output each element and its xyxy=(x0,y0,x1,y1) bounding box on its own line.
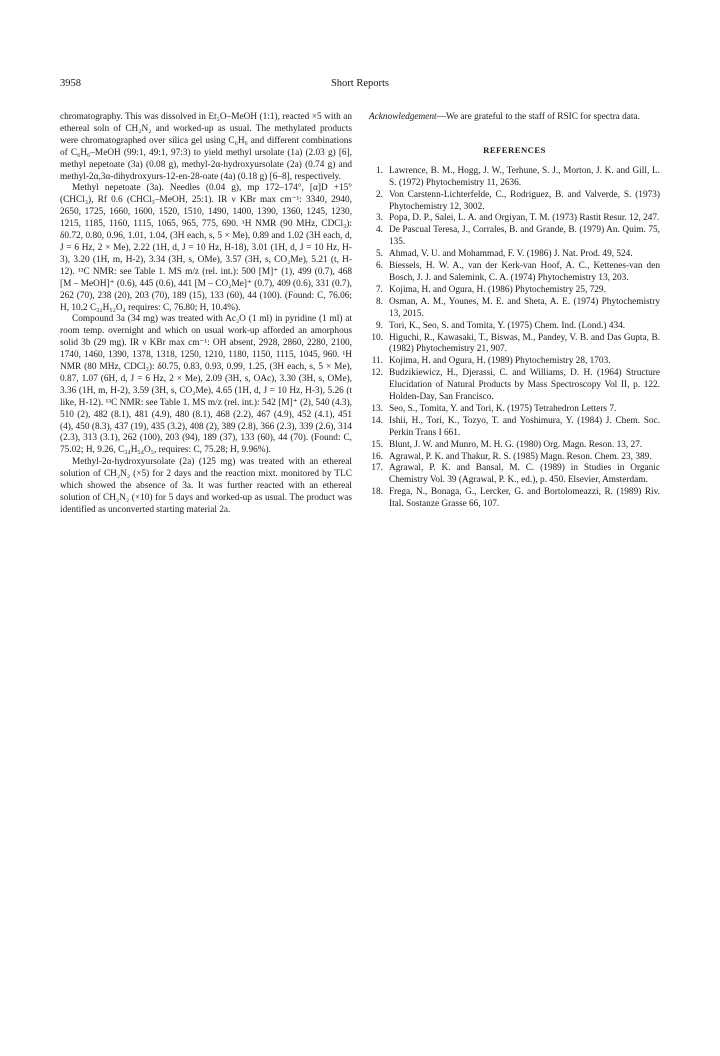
page-header xyxy=(60,78,660,92)
reference-number: 11. xyxy=(371,356,383,367)
reference-item xyxy=(369,166,660,190)
reference-text: Tori, K., Seo, S. and Tomita, Y. (1975) Chem. Ind. (Lond.) 434. xyxy=(389,320,626,331)
reference-number: 14. xyxy=(371,415,383,426)
reference-text: Kojima, H. and Ogura, H. (1986) Phytochemistry 25, 729. xyxy=(389,284,606,295)
reference-number: 18. xyxy=(371,487,383,498)
reference-text: De Pascual Teresa, J., Corrales, B. and Grande, B. (1979) An. Quim. 75, 135. xyxy=(389,225,660,248)
reference-text: Frega, N., Bonaga, G., Lercker, G. and Bortolomeazzi, R. (1989) Riv. Ital. Sostanze Grasse 66, 107. xyxy=(389,487,660,510)
reference-text: Von Carstenn-Lichterfelde, C., Rodriguez, B. and Valverde, S. (1973) Phytochemistry 12, 3002. xyxy=(389,189,660,212)
reference-number: 6. xyxy=(376,261,383,272)
reference-text: Seo, S., Tomita, Y. and Tori, K. (1975) Tetrahedron Letters 7. xyxy=(389,403,617,414)
reference-number: 7. xyxy=(376,284,383,295)
reference-number: 12. xyxy=(371,368,383,379)
reference-text: Lawrence, B. M., Hogg, J. W., Terhune, S. J., Morton, J. K. and Gill, L. S. (1972) Phytochemistry 11, 2636. xyxy=(389,165,660,188)
paragraph-chromatography: chromatography. This was dissolved in Et₂O–MeOH (1:1), reacted ×5 with an ethereal soln of CH₂N₂ and worked-up as usual. The methylated products were chromatographed over silica gel using C₆H₆ and different combinations of C₆H₆–MeOH (99:1, 49:1, 97:3) to yield methyl ursolate (1a) (2.03 g) [6], methyl nepetoate (3a) (0.08 g), methyl-2α-hydroxyursolate (2a) (0.74 g) and methyl-2α,3α-dihydroxyurs-12-en-28-oate (4a) (0.18 g) [6–8], respectively. xyxy=(60,112,352,182)
reference-item xyxy=(369,190,660,214)
reference-item xyxy=(369,261,660,285)
reference-number: 8. xyxy=(376,296,383,307)
reference-text: Agrawal, P. K. and Bansal, M. C. (1989) in Studies in Organic Chemistry Vol. 39 (Agrawal, P. K., ed.), p. 450. Elsevier, Amsterdam. xyxy=(389,463,660,486)
reference-number: 15. xyxy=(371,439,383,450)
reference-number: 13. xyxy=(371,403,383,414)
reference-number: 17. xyxy=(371,463,383,474)
reference-text: Blunt, J. W. and Munro, M. H. G. (1980) Org. Magn. Reson. 13, 27. xyxy=(389,439,643,450)
reference-text: Agrawal, P. K. and Thakur, R. S. (1985) Magn. Reson. Chem. 23, 389. xyxy=(389,451,652,462)
reference-item xyxy=(369,356,660,368)
reference-item xyxy=(369,487,660,511)
right-column xyxy=(369,112,660,511)
reference-number: 4. xyxy=(376,225,383,236)
reference-item xyxy=(369,321,660,333)
reference-number: 10. xyxy=(371,332,383,343)
reference-item xyxy=(369,285,660,297)
reference-number: 2. xyxy=(376,189,383,200)
reference-item xyxy=(369,249,660,261)
running-title: Short Reports xyxy=(330,78,390,89)
reference-number: 9. xyxy=(376,320,383,331)
paragraph-hydroxyursolate: Methyl-2α-hydroxyursolate (2a) (125 mg) was treated with an ethereal solution of CH₂N₂ (×5) for 2 days and the reaction mixt. monitored by TLC which showed the absence of 3a. It was further reacted with an ethereal solution of CH₂N₂ (×10) for 5 days and worked-up as usual. The product was identified as unconverted starting material 2a. xyxy=(60,457,352,515)
reference-text: Osman, A. M., Younes, M. E. and Sheta, A. E. (1974) Phytochemistry 13, 2015. xyxy=(389,296,660,319)
reference-number: 16. xyxy=(371,451,383,462)
acknowledgement-text: —We are grateful to the staff of RSIC for spectra data. xyxy=(436,112,640,122)
reference-item xyxy=(369,463,660,487)
reference-item xyxy=(369,225,660,249)
reference-item xyxy=(369,297,660,321)
reference-number: 3. xyxy=(376,213,383,224)
paragraph-compound-3a: Compound 3a (34 mg) was treated with Ac₂O (1 ml) in pyridine (1 ml) at room temp. overnight and which on usual work-up afforded an amorphous solid 3b (29 mg). IR ν KBr max cm⁻¹: OH absent, 2928, 2860, 2280, 2100, 1740, 1460, 1390, 1378, 1318, 1250, 1210, 1180, 1150, 1115, 1045, 960. ¹H NMR (80 MHz, CDCl₃): δ0.75, 0.83, 0.93, 0.99, 1.25, (3H each, s, 5 × Me), 0.87, 1.07 (6H, d, J = 6 Hz, 2 × Me), 2.09 (3H, s, OAc), 3.30 (3H, s, OMe), 3.36 (1H, m, H-2), 3.59 (3H, s, CO₂Me), 4.65 (1H, d, J = 10 Hz, H-3), 5.26 (t like, H-12). ¹³C NMR: see Table 1. MS m/z (rel. int.): 542 [M]⁺ (2), 540 (4.3), 510 (2), 482 (8.1), 481 (4.9), 480 (8.1), 468 (2.2), 467 (4.9), 452 (4.1), 451 (4), 450 (8.3), 437 (19), 435 (3.2), 408 (2), 389 (2.8), 366 (2.3), 339 (2.6), 314 (2.3), 313 (3.1), 262 (100), 203 (94), 189 (37), 133 (60), 44 (70). (Found: C, 75.02; H, 9.26, C₃₄H₅₄O₅, requires: C, 75.28; H, 9.96%). xyxy=(60,314,352,456)
reference-item xyxy=(369,368,660,404)
reference-text: Budzikiewicz, H., Djerassi, C. and Williams, D. H. (1964) Structure Elucidation of Natural Products by Mass Spectroscopy Vol II, p. 122. Holden-Day, San Francisco. xyxy=(389,368,660,403)
references-heading: REFERENCES xyxy=(483,144,546,155)
reference-item xyxy=(369,213,660,225)
reference-number: 1. xyxy=(376,165,383,176)
reference-text: Kojima, H. and Ogura, H. (1989) Phytochemistry 28, 1703. xyxy=(389,356,611,367)
reference-number: 5. xyxy=(376,249,383,260)
acknowledgement-label: Acknowledgement xyxy=(369,112,437,122)
reference-item xyxy=(369,404,660,416)
reference-text: Ishii, H., Tori, K., Tozyo, T. and Yoshimura, Y. (1984) J. Chem. Soc. Perkin Trans I 661. xyxy=(389,415,660,438)
paragraph-methyl-nepetoate: Methyl nepetoate (3a). Needles (0.04 g), mp 172–174°, [α]D +15° (CHCl₃), Rf 0.6 (CHCl₃–MeOH, 25:1). IR ν KBr max cm⁻¹: 3340, 2940, 2650, 1725, 1660, 1600, 1520, 1510, 1490, 1400, 1390, 1360, 1245, 1230, 1215, 1185, 1160, 1115, 1065, 965, 775, 690. ¹H NMR (90 MHz, CDCl₃): δ0.72, 0.80, 0.96, 1.01, 1.04, (3H each, s, 5 × Me), 0.89 and 1.02 (3H each, d, J = 6 Hz, 2 × Me), 2.22 (1H, d, J = 10 Hz, H-18), 3.01 (1H, d, J = 10 Hz, H-3), 3.20 (1H, m, H-2), 3.34 (3H, s, OMe), 3.57 (3H, s, CO₂Me), 5.21 (t, H-12). ¹³C NMR: see Table 1. MS m/z (rel. int.): 500 [M]⁺ (1), 499 (0.7), 468 [M – MeOH]⁺ (0.6), 445 (0.6), 441 [M – CO₂Me]⁺ (0.7), 409 (0.6), 331 (0.7), 262 (70), 238 (20), 203 (70), 189 (15), 133 (60), 44 (100). (Found: C, 76.06; H, 10.2 C₃₂H₅₂O₄ requires: C, 76.80; H, 10.4%). xyxy=(60,183,352,313)
reference-item xyxy=(369,416,660,440)
left-column xyxy=(60,112,352,517)
reference-text: Popa, D. P., Salei, L. A. and Orgiyan, T. M. (1973) Rastit Resur. 12, 247. xyxy=(389,213,660,224)
reference-item xyxy=(369,452,660,464)
page-number: 3958 xyxy=(60,78,81,89)
reference-item xyxy=(369,333,660,357)
reference-text: Biessels, H. W. A., van der Kerk-van Hoof, A. C., Kettenes-van den Bosch, J. J. and Salemink, C. A. (1974) Phytochemistry 13, 203. xyxy=(389,261,660,283)
reference-list xyxy=(369,166,660,511)
reference-item xyxy=(369,440,660,452)
acknowledgement xyxy=(369,112,660,124)
reference-text: Ahmad, V. U. and Mohammad, F. V. (1986) J. Nat. Prod. 49, 524. xyxy=(389,249,633,260)
reference-text: Higuchi, R., Kawasaki, T., Biswas, M., Pandey, V. B. and Das Gupta, B. (1982) Phytochemistry 21, 907. xyxy=(389,332,660,355)
